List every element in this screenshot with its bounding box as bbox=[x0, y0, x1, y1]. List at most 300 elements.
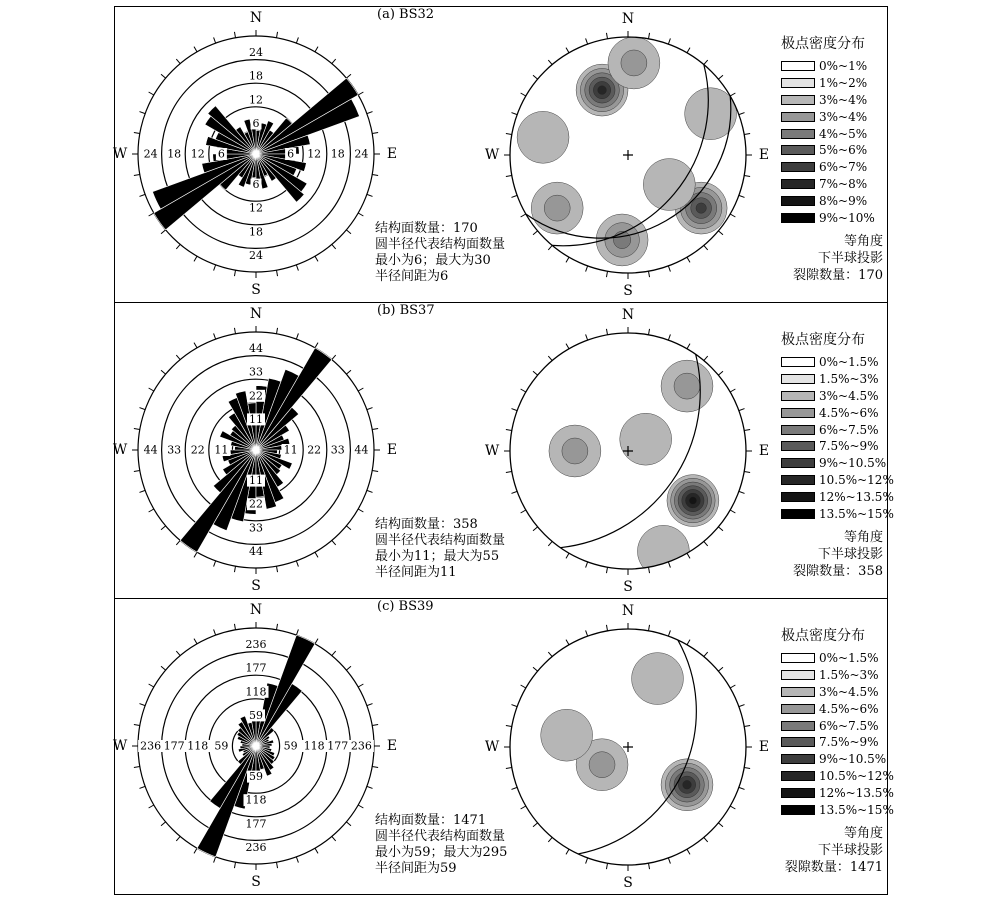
ring-label: 12 bbox=[249, 93, 263, 107]
outer-tick bbox=[234, 862, 235, 868]
ring-label: 59 bbox=[214, 739, 229, 753]
legend-row bbox=[781, 192, 875, 209]
stereonet-tick bbox=[566, 344, 569, 349]
stereonet-tick bbox=[668, 334, 670, 340]
outer-tick bbox=[276, 32, 277, 38]
legend-row bbox=[781, 388, 894, 405]
outer-tick bbox=[372, 766, 378, 767]
legend-label: 3%~4% bbox=[819, 109, 868, 124]
legend-row bbox=[781, 801, 894, 818]
stereonet-tick bbox=[521, 93, 526, 96]
outer-tick bbox=[346, 666, 351, 670]
stereonet-tick bbox=[744, 133, 750, 134]
rose-info bbox=[375, 517, 505, 581]
ring-label: 11 bbox=[249, 412, 263, 426]
outer-tick bbox=[194, 343, 197, 348]
density-contour bbox=[589, 752, 615, 778]
outer-tick bbox=[134, 132, 140, 133]
ring-label: 6 bbox=[252, 178, 260, 192]
ring-label: 236 bbox=[350, 739, 372, 753]
ring-label: 6 bbox=[217, 147, 225, 161]
stereonet bbox=[485, 7, 785, 304]
ring-label: 12 bbox=[249, 201, 263, 215]
west-label: W bbox=[112, 146, 128, 162]
density-contours bbox=[517, 37, 736, 266]
legend-label: 8%~9% bbox=[819, 193, 868, 208]
stereonet-tick bbox=[606, 329, 607, 335]
stereonet-tick bbox=[744, 767, 750, 768]
outer-tick bbox=[194, 256, 197, 261]
stereonet-tick bbox=[730, 214, 735, 217]
legend-title: 极点密度分布 bbox=[781, 332, 865, 348]
legend-swatch bbox=[781, 112, 815, 122]
legend-row bbox=[781, 650, 894, 667]
outer-tick bbox=[367, 408, 373, 410]
stereonet-tick bbox=[730, 806, 735, 809]
density-legend bbox=[781, 354, 894, 522]
ring-label: 24 bbox=[143, 147, 158, 161]
density-legend bbox=[781, 58, 875, 226]
legend-label: 10.5%~12% bbox=[819, 472, 894, 487]
outer-tick bbox=[296, 37, 298, 43]
legend-label: 7.5%~9% bbox=[819, 439, 879, 454]
outer-tick bbox=[332, 355, 336, 360]
legend-label: 6%~7% bbox=[819, 160, 868, 175]
panel-b bbox=[112, 302, 894, 599]
rose-diagram bbox=[112, 599, 398, 896]
stereonet-tick bbox=[606, 33, 607, 39]
east-label: E bbox=[386, 442, 398, 458]
density-contours bbox=[549, 354, 719, 577]
stereonet-tick bbox=[718, 823, 723, 827]
outer-tick bbox=[315, 848, 318, 853]
stereonet-tick bbox=[548, 837, 552, 842]
stereonet-tick bbox=[548, 652, 552, 657]
legend-swatch bbox=[781, 179, 815, 189]
legend-label: 9%~10% bbox=[819, 210, 875, 225]
outer-tick bbox=[332, 651, 336, 656]
legend-label: 9%~10.5% bbox=[819, 456, 887, 471]
legend-label: 1.5%~3% bbox=[819, 668, 879, 683]
stereonet-tick bbox=[744, 471, 750, 472]
outer-tick bbox=[315, 343, 318, 348]
east-label: E bbox=[758, 739, 770, 755]
outer-tick bbox=[214, 561, 216, 567]
outer-tick bbox=[358, 805, 363, 808]
legend-swatch bbox=[781, 509, 815, 519]
density-contour bbox=[562, 438, 588, 464]
stereonet-tick bbox=[511, 491, 517, 493]
outer-tick bbox=[346, 526, 351, 530]
legend-row bbox=[781, 784, 894, 801]
stereonet-tick bbox=[586, 858, 588, 864]
south-label: S bbox=[251, 578, 261, 594]
density-contour bbox=[598, 86, 607, 95]
stereonet-tick bbox=[739, 491, 745, 493]
stereonet-tick bbox=[548, 60, 552, 65]
stereonet-tick bbox=[718, 527, 723, 531]
outer-tick bbox=[149, 684, 154, 687]
legend-row bbox=[781, 354, 894, 371]
stereonet-tick bbox=[704, 652, 708, 657]
stereonet-tick bbox=[704, 356, 708, 361]
stereonet-tick bbox=[511, 409, 517, 411]
ring-label: 33 bbox=[330, 443, 345, 457]
outer-tick bbox=[315, 47, 318, 52]
ring-label: 24 bbox=[249, 248, 263, 262]
legend-title: 极点密度分布 bbox=[781, 36, 865, 52]
outer-tick bbox=[161, 230, 166, 234]
density-contour bbox=[544, 195, 570, 221]
legend-row bbox=[781, 768, 894, 785]
stereonet bbox=[485, 599, 785, 896]
info-spacing: 半径间距为59 bbox=[375, 861, 457, 876]
center-cross bbox=[623, 150, 633, 160]
legend-label: 12%~13.5% bbox=[819, 785, 894, 800]
outer-tick bbox=[134, 766, 140, 767]
info-range: 最小为6；最大为30 bbox=[375, 253, 491, 268]
hemisphere: 下半球投影 bbox=[817, 547, 883, 562]
legend-row bbox=[781, 700, 894, 717]
stereonet-tick bbox=[668, 38, 670, 44]
north-label: N bbox=[249, 306, 263, 322]
outer-tick bbox=[315, 552, 318, 557]
outer-tick bbox=[176, 244, 180, 249]
legend-row bbox=[781, 176, 875, 193]
stereonet-tick bbox=[730, 510, 735, 513]
legend-swatch bbox=[781, 441, 815, 451]
rose-center bbox=[254, 744, 259, 749]
ring-label: 44 bbox=[249, 342, 263, 356]
outer-tick bbox=[358, 684, 363, 687]
stereonet-tick bbox=[704, 541, 708, 546]
east-label: E bbox=[758, 147, 770, 163]
info-range: 最小为11；最大为55 bbox=[375, 549, 500, 564]
stereonet-tick bbox=[511, 113, 517, 115]
legend-swatch bbox=[781, 61, 815, 71]
south-label: S bbox=[251, 282, 261, 298]
legend-label: 6%~7.5% bbox=[819, 422, 879, 437]
outer-tick bbox=[234, 328, 235, 334]
east-label: E bbox=[758, 443, 770, 459]
outer-tick bbox=[367, 194, 373, 196]
stereonet-tick bbox=[586, 630, 588, 636]
stereonet-tick bbox=[668, 630, 670, 636]
legend-row bbox=[781, 108, 875, 125]
stereonet-tick bbox=[521, 806, 526, 809]
legend-swatch bbox=[781, 670, 815, 680]
outer-tick bbox=[276, 566, 277, 572]
stereonet-tick bbox=[506, 471, 512, 472]
panel-title: (b) BS37 bbox=[377, 303, 435, 318]
ring-label: 24 bbox=[249, 46, 263, 60]
ring-label: 11 bbox=[214, 443, 229, 457]
outer-tick bbox=[194, 552, 197, 557]
legend-swatch bbox=[781, 788, 815, 798]
legend-label: 1.5%~3% bbox=[819, 372, 879, 387]
info-radius: 圆半径代表结构面数量 bbox=[375, 829, 506, 844]
stereonet-tick bbox=[739, 409, 745, 411]
legend-label: 3%~4.5% bbox=[819, 684, 879, 699]
outer-tick bbox=[134, 724, 140, 725]
ring-label: 118 bbox=[245, 685, 267, 699]
outer-tick bbox=[372, 428, 378, 429]
info-radius: 圆半径代表结构面数量 bbox=[375, 237, 506, 252]
stereonet-tick bbox=[606, 863, 607, 869]
legend-swatch bbox=[781, 78, 815, 88]
legend-row bbox=[781, 667, 894, 684]
legend-row bbox=[781, 438, 894, 455]
north-label: N bbox=[621, 603, 635, 619]
legend-label: 13.5%~15% bbox=[819, 802, 894, 817]
rose-diagram bbox=[112, 303, 398, 600]
stereonet-tick bbox=[506, 429, 512, 430]
stereonet-tick bbox=[648, 329, 649, 335]
outer-tick bbox=[161, 526, 166, 530]
projection-info bbox=[755, 825, 883, 876]
stereonet-tick bbox=[606, 567, 607, 573]
stereonet-tick bbox=[533, 371, 538, 375]
stereonet-tick bbox=[586, 38, 588, 44]
legend-swatch bbox=[781, 653, 815, 663]
legend-row bbox=[781, 488, 894, 505]
outer-tick bbox=[176, 540, 180, 545]
legend-row bbox=[781, 142, 875, 159]
legend-label: 10.5%~12% bbox=[819, 768, 894, 783]
outer-tick bbox=[332, 836, 336, 841]
outer-tick bbox=[134, 470, 140, 471]
stereonet-tick bbox=[648, 567, 649, 573]
legend-row bbox=[781, 455, 894, 472]
stereonet-tick bbox=[566, 640, 569, 645]
outer-tick bbox=[149, 805, 154, 808]
legend-label: 7.5%~9% bbox=[819, 735, 879, 750]
projection-info bbox=[755, 529, 883, 580]
legend-row bbox=[781, 684, 894, 701]
stereonet-tick bbox=[566, 257, 569, 262]
outer-tick bbox=[332, 540, 336, 545]
density-contour bbox=[621, 50, 647, 76]
stereonet-tick bbox=[730, 93, 735, 96]
panel-title: (c) BS39 bbox=[377, 599, 434, 614]
outer-tick bbox=[214, 37, 216, 43]
density-contour bbox=[683, 780, 692, 789]
legend-label: 1%~2% bbox=[819, 76, 868, 91]
stereonet-tick bbox=[687, 849, 690, 854]
legend-swatch bbox=[781, 754, 815, 764]
outer-tick bbox=[358, 92, 363, 95]
north-label: N bbox=[621, 11, 635, 27]
ring-label: 236 bbox=[245, 840, 267, 854]
west-label: W bbox=[484, 147, 500, 163]
outer-tick bbox=[296, 333, 298, 339]
stereonet-tick bbox=[506, 133, 512, 134]
west-label: W bbox=[484, 739, 500, 755]
ring-label: 118 bbox=[303, 739, 325, 753]
ring-label: 33 bbox=[249, 365, 263, 379]
legend-label: 3%~4% bbox=[819, 92, 868, 107]
stereonet-tick bbox=[744, 429, 750, 430]
stereonet-tick bbox=[704, 837, 708, 842]
density-contour bbox=[696, 203, 706, 213]
stereonet-tick bbox=[586, 562, 588, 568]
outer-tick bbox=[296, 265, 298, 271]
projection-type: 等角度 bbox=[843, 826, 883, 841]
rose-center bbox=[254, 448, 259, 453]
stereonet-tick bbox=[506, 725, 512, 726]
stereonet-tick bbox=[718, 75, 723, 79]
stereonet-tick bbox=[521, 214, 526, 217]
ring-label: 177 bbox=[163, 739, 185, 753]
ring-label: 22 bbox=[249, 497, 263, 511]
stereonet-tick bbox=[687, 553, 690, 558]
outer-tick bbox=[276, 328, 277, 334]
legend-row bbox=[781, 751, 894, 768]
ring-label: 33 bbox=[167, 443, 182, 457]
rose-diagram bbox=[112, 7, 398, 304]
west-label: W bbox=[484, 443, 500, 459]
stereonet-tick bbox=[511, 705, 517, 707]
outer-tick bbox=[176, 59, 180, 64]
outer-tick bbox=[372, 174, 378, 175]
stereonet-tick bbox=[744, 175, 750, 176]
density-legend bbox=[781, 650, 894, 818]
stereonet-tick bbox=[548, 541, 552, 546]
legend-swatch bbox=[781, 196, 815, 206]
density-contour bbox=[517, 111, 569, 163]
outer-tick bbox=[161, 822, 166, 826]
south-label: S bbox=[623, 579, 633, 595]
ring-label: 18 bbox=[249, 69, 263, 83]
outer-tick bbox=[149, 92, 154, 95]
legend-swatch bbox=[781, 475, 815, 485]
outer-tick bbox=[276, 862, 277, 868]
density-contour bbox=[620, 413, 672, 465]
legend-swatch bbox=[781, 408, 815, 418]
ring-label: 6 bbox=[252, 116, 260, 130]
legend-label: 0%~1.5% bbox=[819, 355, 879, 370]
outer-tick bbox=[214, 265, 216, 271]
outer-tick bbox=[194, 848, 197, 853]
fracture-count: 裂隙数量：170 bbox=[793, 268, 883, 283]
legend-row bbox=[781, 734, 894, 751]
outer-tick bbox=[139, 112, 145, 114]
legend-label: 4.5%~6% bbox=[819, 405, 879, 420]
outer-tick bbox=[332, 59, 336, 64]
legend-row bbox=[781, 75, 875, 92]
outer-tick bbox=[276, 624, 277, 630]
stereonet-tick bbox=[648, 33, 649, 39]
ring-label: 12 bbox=[307, 147, 322, 161]
stereonet-tick bbox=[648, 625, 649, 631]
ring-label: 59 bbox=[283, 739, 298, 753]
outer-tick bbox=[346, 370, 351, 374]
info-count: 结构面数量：170 bbox=[375, 221, 478, 236]
legend-row bbox=[781, 92, 875, 109]
legend-swatch bbox=[781, 721, 815, 731]
legend-swatch bbox=[781, 391, 815, 401]
legend-row bbox=[781, 58, 875, 75]
stereonet-tick bbox=[533, 527, 538, 531]
stereonet-tick bbox=[566, 48, 569, 53]
legend-swatch bbox=[781, 145, 815, 155]
ring-label: 236 bbox=[245, 638, 267, 652]
outer-tick bbox=[234, 624, 235, 630]
outer-tick bbox=[161, 370, 166, 374]
info-count: 结构面数量：358 bbox=[375, 517, 478, 532]
south-label: S bbox=[623, 875, 633, 891]
stereonet-tick bbox=[704, 60, 708, 65]
info-radius: 圆半径代表结构面数量 bbox=[375, 533, 506, 548]
stereonet bbox=[485, 303, 785, 600]
info-count: 结构面数量：1471 bbox=[375, 813, 487, 828]
stereonet-tick bbox=[521, 389, 526, 392]
south-label: S bbox=[251, 874, 261, 890]
info-spacing: 半径间距为11 bbox=[375, 565, 457, 580]
legend-label: 5%~6% bbox=[819, 143, 868, 158]
stereonet-tick bbox=[566, 553, 569, 558]
outer-tick bbox=[134, 428, 140, 429]
rose-info bbox=[375, 221, 505, 285]
stereonet-tick bbox=[704, 245, 708, 250]
stereonet-tick bbox=[718, 667, 723, 671]
outer-tick bbox=[214, 857, 216, 863]
rose-center bbox=[254, 152, 259, 157]
legend-swatch bbox=[781, 129, 815, 139]
stereonet-tick bbox=[521, 510, 526, 513]
outer-tick bbox=[176, 355, 180, 360]
east-label: E bbox=[386, 738, 398, 754]
outer-tick bbox=[346, 822, 351, 826]
outer-tick bbox=[234, 270, 235, 276]
density-contour bbox=[689, 497, 696, 504]
legend-label: 7%~8% bbox=[819, 176, 868, 191]
stereonet-tick bbox=[687, 257, 690, 262]
ring-label: 118 bbox=[187, 739, 209, 753]
legend-row bbox=[781, 717, 894, 734]
ring-label: 18 bbox=[249, 225, 263, 239]
stereonet-tick bbox=[668, 562, 670, 568]
legend-label: 12%~13.5% bbox=[819, 489, 894, 504]
stereonet-tick bbox=[730, 685, 735, 688]
stereonet-tick bbox=[511, 195, 517, 197]
legend-row bbox=[781, 421, 894, 438]
legend-swatch bbox=[781, 492, 815, 502]
legend-row bbox=[781, 159, 875, 176]
legend-swatch bbox=[781, 374, 815, 384]
stereonet-tick bbox=[668, 266, 670, 272]
stereonet-tick bbox=[586, 334, 588, 340]
ring-label: 24 bbox=[354, 147, 369, 161]
stereonet-tick bbox=[718, 371, 723, 375]
ring-label: 22 bbox=[307, 443, 322, 457]
legend-swatch bbox=[781, 213, 815, 223]
outer-tick bbox=[176, 651, 180, 656]
legend-label: 6%~7.5% bbox=[819, 718, 879, 733]
stereonet-tick bbox=[548, 245, 552, 250]
outer-tick bbox=[346, 74, 351, 78]
outer-tick bbox=[139, 704, 145, 706]
legend-swatch bbox=[781, 425, 815, 435]
stereonet-tick bbox=[668, 858, 670, 864]
ring-label: 6 bbox=[287, 147, 295, 161]
stereonet-tick bbox=[744, 725, 750, 726]
outer-tick bbox=[332, 244, 336, 249]
outer-tick bbox=[315, 639, 318, 644]
density-contour bbox=[541, 709, 593, 761]
hemisphere: 下半球投影 bbox=[817, 251, 883, 266]
projection-type: 等角度 bbox=[843, 530, 883, 545]
